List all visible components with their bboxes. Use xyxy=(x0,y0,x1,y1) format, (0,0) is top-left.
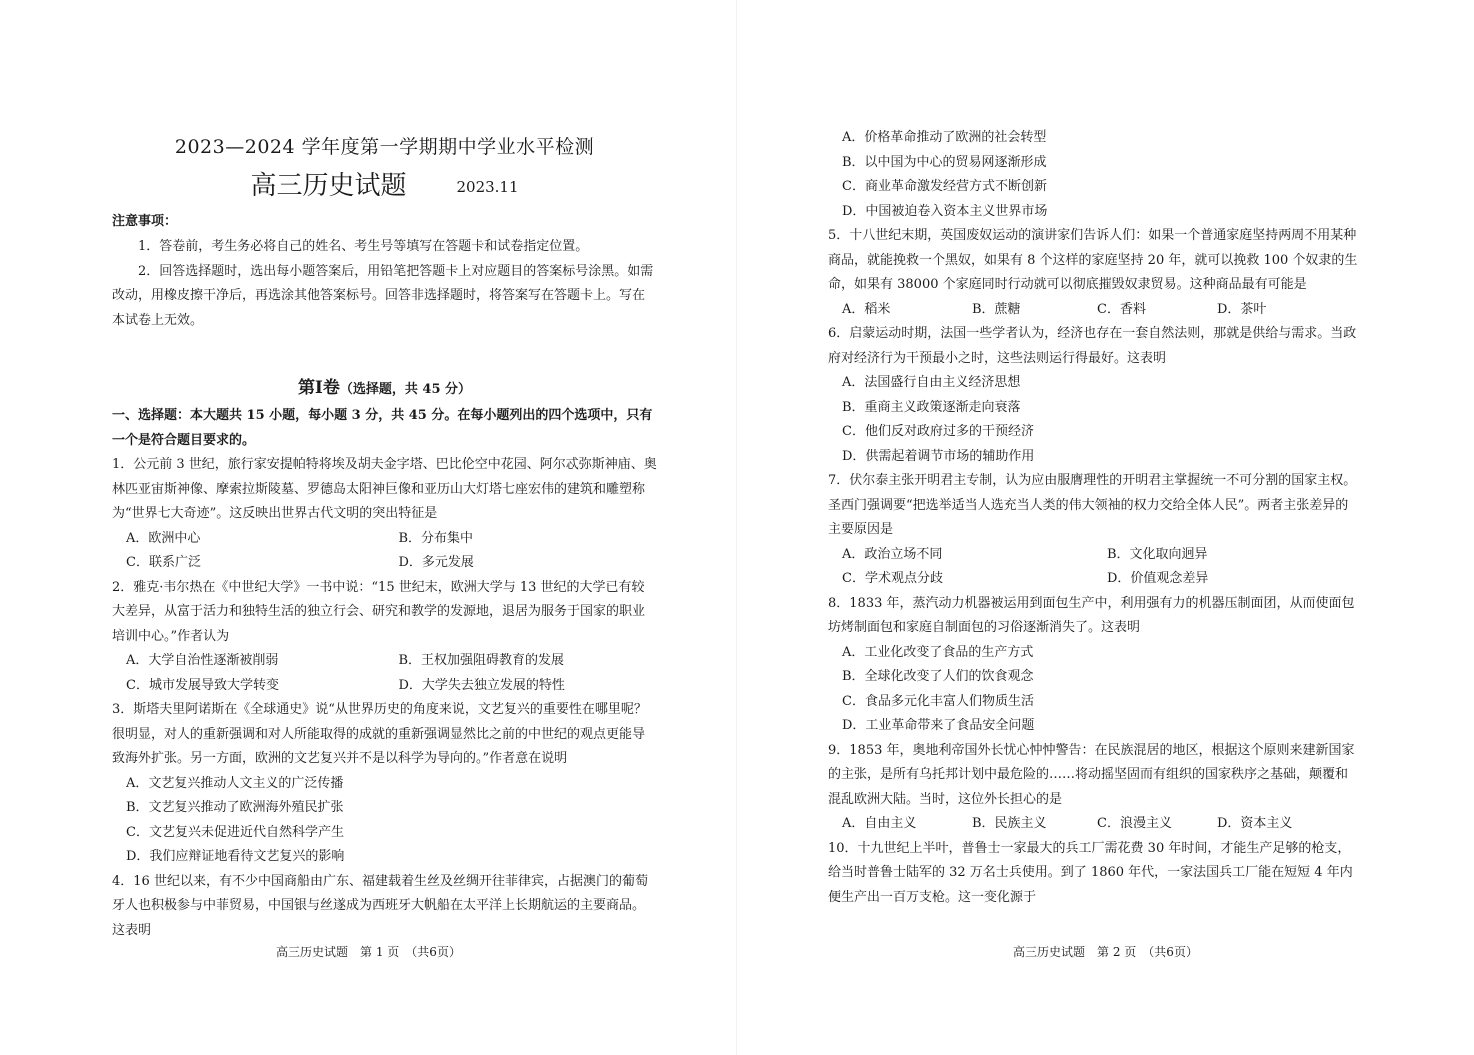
question-6 xyxy=(828,322,1358,469)
question-options xyxy=(112,649,657,698)
option-a[interactable]: A．自由主义 xyxy=(842,816,917,831)
option-a[interactable]: A．政治立场不同 xyxy=(842,546,943,562)
option-c[interactable]: C．香料 xyxy=(1097,301,1146,317)
question-4 xyxy=(112,870,657,944)
question-5 xyxy=(828,224,1358,322)
option-d[interactable]: D．工业革命带来了食品安全问题 xyxy=(842,718,1035,733)
question-options xyxy=(112,527,657,576)
question-stem: 8．1833 年，蒸汽动力机器被运用到面包生产中，利用强有力的机器压制面团，从而使面包坊烤制面包和家庭自制面包的习俗逐渐消失了。这表明 xyxy=(828,595,1355,635)
option-c[interactable]: C．学术观点分歧 xyxy=(842,571,943,586)
option-c[interactable]: C．他们反对政府过多的干预经济 xyxy=(842,424,1034,439)
notice-heading: 注意事项： xyxy=(112,214,178,229)
section-instructions: 一、选择题：本大题共 15 小题，每小题 3 分，共 45 分。在每小题列出的四个选项中，只有一个是符合题目要求的。 xyxy=(112,408,653,448)
question-2 xyxy=(112,576,657,699)
page-footer: 高三历史试题 第 1 页 （共6页） xyxy=(276,945,461,959)
option-d[interactable]: D．我们应辩证地看待文艺复兴的影响 xyxy=(126,849,345,864)
page-footer: 高三历史试题 第 2 页 （共6页） xyxy=(1013,945,1198,959)
option-c[interactable]: C．商业革命激发经营方式不断创新 xyxy=(842,179,1047,194)
notice-list xyxy=(112,235,657,333)
part-note: （选择题，共 45 分） xyxy=(339,382,472,397)
part-title: 第Ⅰ卷 xyxy=(297,378,340,398)
question-stem: 2．雅克·韦尔热在《中世纪大学》一书中说：“15 世纪末，欧洲大学与 13 世纪的大学已有较大差异，从富于活力和独特生活的独立行会、研究和教学的发源地，退居为服务于国家的职业培训中心。”作者认为 xyxy=(112,579,646,644)
option-d[interactable]: D．大学失去独立发展的特性 xyxy=(398,677,565,693)
option-b[interactable]: B．蔗糖 xyxy=(972,301,1021,317)
option-a[interactable]: A．价格革命推动了欧洲的社会转型 xyxy=(842,130,1047,145)
question-options xyxy=(828,543,1358,592)
option-c[interactable]: C．浪漫主义 xyxy=(1097,816,1172,831)
page-2-content xyxy=(828,126,1358,910)
option-c[interactable]: C．食品多元化丰富人们物质生活 xyxy=(842,693,1034,709)
question-stem: 9．1853 年，奥地利帝国外长忧心忡忡警告：在民族混居的地区，根据这个原则来建新国家的主张，是所有乌托邦计划中最危险的……将动摇坚固而有组织的国家秩序之基础，颠覆和混乱欧洲大陆。当时，这位外长担心的是 xyxy=(828,742,1355,807)
notice-item: 2．回答选择题时，选出每小题答案后，用铅笔把答题卡上对应题目的答案标号涂黑。如需改动，用橡皮擦干净后，再选涂其他答案标号。回答非选择题时，将答案写在答题卡上。写在本试卷上无效。 xyxy=(112,263,654,328)
question-options xyxy=(828,812,1358,837)
option-c[interactable]: C．城市发展导致大学转变 xyxy=(126,677,279,693)
notice-item: 1．答卷前，考生务必将自己的姓名、考生号等填写在答题卡和试卷指定位置。 xyxy=(138,239,589,254)
option-b[interactable]: B．文化取向迥异 xyxy=(1107,546,1208,562)
question-3 xyxy=(112,698,657,870)
option-a[interactable]: A．大学自治性逐渐被削弱 xyxy=(126,653,279,668)
exam-date: 2023.11 xyxy=(456,178,519,196)
option-a[interactable]: A．稻米 xyxy=(842,301,891,317)
question-stem: 6．启蒙运动时期，法国一些学者认为，经济也存在一套自然法则，那就是供给与需求。当政府对经济行为干预最小之时，这些法则运行得最好。这表明 xyxy=(828,326,1357,366)
option-b[interactable]: B．民族主义 xyxy=(972,816,1047,831)
option-d[interactable]: D．茶叶 xyxy=(1217,301,1267,317)
option-b[interactable]: B．文艺复兴推动了欧洲海外殖民扩张 xyxy=(126,800,344,815)
question-stem: 10．十九世纪上半叶，普鲁士一家最大的兵工厂需花费 30 年时间，才能生产足够的枪支，给当时普鲁士陆军的 32 万名士兵使用。到了 1860 年代，一家法国兵工厂能在短短 4 年内便生产出一百万支枪。这一变化源于 xyxy=(828,840,1353,905)
question-stem: 4．16 世纪以来，有不少中国商船由广东、福建载着生丝及丝绸开往菲律宾，占据澳门的葡萄牙人也积极参与中菲贸易，中国银与丝遂成为西班牙大帆船在太平洋上长期航运的主要商品。这表明 xyxy=(112,873,648,938)
option-b[interactable]: B．分布集中 xyxy=(398,530,474,546)
page-1-content xyxy=(112,132,657,943)
option-a[interactable]: A．工业化改变了食品的生产方式 xyxy=(842,644,1034,660)
option-c[interactable]: C．文艺复兴未促进近代自然科学产生 xyxy=(126,824,344,840)
exam-page-2 xyxy=(737,0,1474,1055)
question-1 xyxy=(112,453,657,576)
question-8 xyxy=(828,592,1358,739)
question-stem: 7．伏尔泰主张开明君主专制，认为应由服膺理性的开明君主掌握统一不可分割的国家主权。圣西门强调要“把选举适当人选充当人类的伟大领袖的权力交给全体人民”。两者主张差异的主要原因是 xyxy=(828,473,1357,537)
option-b[interactable]: B．全球化改变了人们的饮食观念 xyxy=(842,669,1034,684)
question-4-options xyxy=(828,126,1358,224)
question-options xyxy=(828,298,1358,323)
option-d[interactable]: D．多元发展 xyxy=(398,555,474,570)
option-a[interactable]: A．文艺复兴推动人文主义的广泛传播 xyxy=(126,775,344,791)
option-d[interactable]: D．供需起着调节市场的辅助作用 xyxy=(842,448,1035,464)
option-d[interactable]: D．中国被迫卷入资本主义世界市场 xyxy=(842,203,1048,219)
option-d[interactable]: D．价值观念差异 xyxy=(1107,571,1209,586)
part-heading xyxy=(112,373,657,398)
option-b[interactable]: B．以中国为中心的贸易网逐渐形成 xyxy=(842,154,1047,170)
subject-title: 高三历史试题 xyxy=(250,171,407,201)
question-stem: 5．十八世纪末期，英国废奴运动的演讲家们告诉人们：如果一个普通家庭坚持两周不用某种商品，就能挽救一个黑奴，如果有 8 个这样的家庭坚持 20 年，就可以挽救 100 个奴隶的生命，如果有 38000 个家庭同时行动就可以彻底摧毁奴隶贸易。这种商品最有可能是 xyxy=(828,228,1358,292)
option-b[interactable]: B．王权加强阻碍教育的发展 xyxy=(398,653,565,668)
question-stem: 1．公元前 3 世纪，旅行家安提帕特将埃及胡夫金字塔、巴比伦空中花园、阿尔忒弥斯神庙、奥林匹亚宙斯神像、摩索拉斯陵墓、罗德岛太阳神巨像和亚历山大灯塔七座宏伟的建筑和雕塑称为“世界七大奇迹”。这反映出世界古代文明的突出特征是 xyxy=(112,457,657,521)
option-c[interactable]: C．联系广泛 xyxy=(126,555,201,570)
question-10 xyxy=(828,837,1358,911)
question-9 xyxy=(828,739,1358,837)
option-a[interactable]: A．欧洲中心 xyxy=(126,530,201,546)
exam-title: 2023—2024 学年度第一学期期中学业水平检测 xyxy=(174,136,595,158)
question-7 xyxy=(828,469,1358,592)
option-d[interactable]: D．资本主义 xyxy=(1217,816,1293,831)
option-a[interactable]: A．法国盛行自由主义经济思想 xyxy=(842,375,1021,390)
option-b[interactable]: B．重商主义政策逐渐走向衰落 xyxy=(842,399,1021,415)
exam-subtitle xyxy=(112,165,657,202)
question-stem: 3．斯塔夫里阿诺斯在《全球通史》说“从世界历史的角度来说，文艺复兴的重要性在哪里呢？很明显，对人的重新强调和对人所能取得的成就的重新强调显然比之前的中世纪的观点更能导致海外扩张。另一方面，欧洲的文艺复兴并不是以科学为导向的。”作者意在说明 xyxy=(112,702,647,766)
